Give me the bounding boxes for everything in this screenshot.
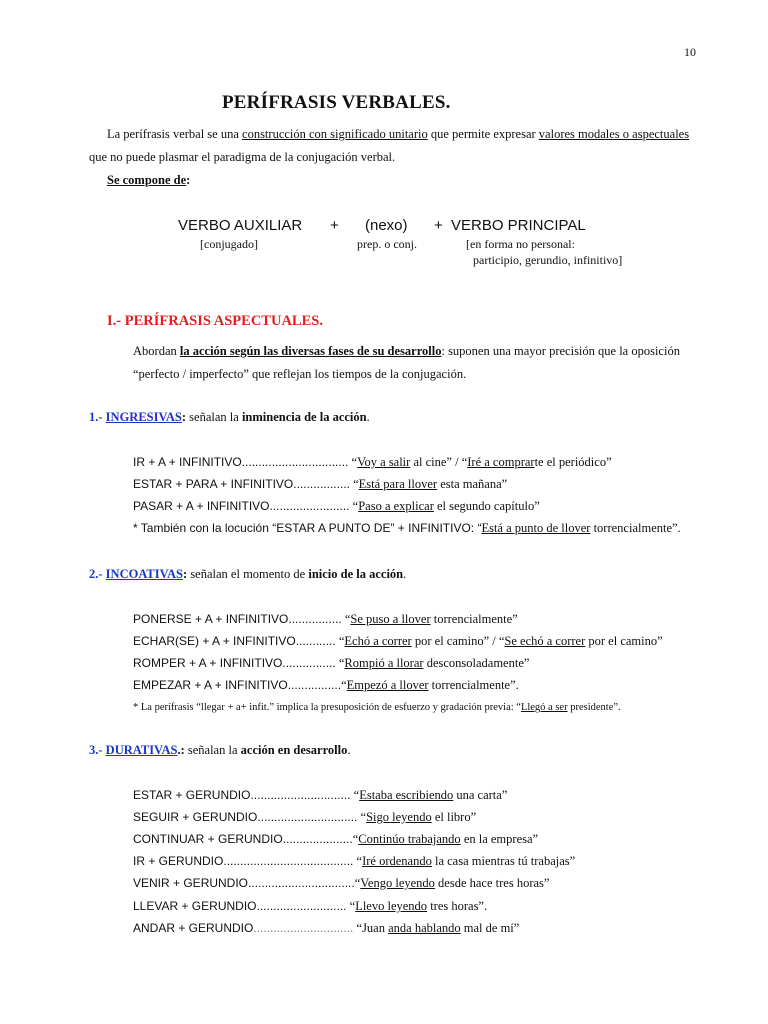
- dot-leader: ................................: [248, 876, 355, 890]
- example-text: “Juan: [353, 921, 389, 935]
- intro-text: que permite expresar: [427, 127, 539, 141]
- example-text: por el camino” / “: [411, 634, 505, 648]
- periphrasis-formula: VENIR + GERUNDIO: [133, 876, 249, 890]
- example-periphrasis: Llevo leyendo: [355, 899, 428, 913]
- page-number: 10: [684, 45, 696, 59]
- dot-leader: .....................: [282, 832, 353, 846]
- example-periphrasis: Echó a correr: [344, 634, 412, 648]
- durativas-row-1: [133, 788, 507, 803]
- dot-leader: ................: [287, 678, 342, 692]
- intro-line-2: que no puede plasmar el paradigma de la conjugación verbal.: [89, 150, 396, 164]
- intro-term-1: construcción con significado unitario: [242, 127, 428, 141]
- subsection-number: 2.-: [89, 567, 106, 581]
- section1-line-2: “perfecto / imperfecto” que reflejan los tiempos de la conjugación.: [133, 367, 467, 381]
- section1-text: : suponen una mayor precisión que la oposición: [441, 344, 680, 358]
- periphrasis-formula: ESTAR + PARA + INFINITIVO: [133, 477, 294, 491]
- compone-colon: :: [186, 173, 191, 187]
- subsection-ingresivas: [89, 410, 370, 425]
- periphrasis-formula: PONERSE + A + INFINITIVO: [133, 612, 289, 626]
- intro-text: La perífrasis verbal se una: [107, 127, 243, 141]
- intro-line-1: [107, 127, 689, 142]
- example-text: al cine” / “: [410, 455, 468, 469]
- example-text: “: [341, 612, 351, 626]
- subsection-desc: .: [347, 743, 351, 757]
- example-text: el libro”: [431, 810, 477, 824]
- subsection-incoativas: [89, 567, 406, 582]
- subsection-colon: :: [181, 410, 187, 424]
- example-text: “: [348, 455, 358, 469]
- compone-label: [107, 173, 190, 188]
- example-periphrasis: Paso a explicar: [358, 499, 434, 513]
- example-text: una carta”: [453, 788, 508, 802]
- example-text: “: [357, 810, 367, 824]
- example-text: “: [350, 788, 360, 802]
- incoativas-row-1: [133, 612, 518, 627]
- formula-nexo-note: prep. o conj.: [357, 237, 417, 251]
- example-periphrasis: Voy a salir: [357, 455, 411, 469]
- formula-nexo: (nexo): [365, 217, 408, 234]
- example-text: torrencialmente”.: [428, 678, 519, 692]
- example-periphrasis: Se puso a llover: [350, 612, 431, 626]
- compone-text: Se compone de: [107, 173, 187, 187]
- formula-principal-note-1: [en forma no personal:: [466, 237, 575, 251]
- dot-leader: ............: [295, 634, 336, 648]
- incoativas-note: [133, 702, 621, 713]
- dot-leader: ................: [282, 656, 336, 670]
- document-title: PERÍFRASIS VERBALES.: [222, 92, 451, 113]
- subsection-name: INGRESIVAS: [105, 410, 182, 424]
- example-text: “: [335, 634, 345, 648]
- dot-leader: .................: [293, 477, 350, 491]
- formula-plus-1: +: [330, 217, 339, 234]
- periphrasis-formula: SEGUIR + GERUNDIO: [133, 810, 258, 824]
- dot-leader: ................: [288, 612, 342, 626]
- note-text: * La perífrasis “llegar + a+ infit.” implica la presuposición de esfuerzo y gradación previa: “: [133, 702, 521, 713]
- formula-principal: VERBO PRINCIPAL: [451, 217, 586, 234]
- subsection-number: 3.-: [89, 743, 106, 757]
- example-text: “: [349, 477, 359, 491]
- ingresivas-row-3: [133, 499, 540, 514]
- example-text: la casa mientras tú trabajas”: [431, 854, 576, 868]
- example-text: esta mañana”: [437, 477, 508, 491]
- subsection-desc: .: [403, 567, 407, 581]
- periphrasis-formula: IR + A + INFINITIVO: [133, 455, 242, 469]
- example-periphrasis: Vengo leyendo: [360, 876, 435, 890]
- section-heading-aspectuales: I.- PERÍFRASIS ASPECTUALES.: [107, 313, 323, 329]
- example-periphrasis: Rompió a llorar: [344, 656, 424, 670]
- subsection-desc: señalan la: [186, 410, 242, 424]
- periphrasis-formula: CONTINUAR + GERUNDIO: [133, 832, 283, 846]
- formula-aux: VERBO AUXILIAR: [178, 217, 303, 234]
- example-text: “: [335, 656, 345, 670]
- dot-leader: .......................................: [223, 854, 354, 868]
- note-text: torrencialmente”.: [590, 521, 681, 535]
- note-text: presidente”.: [567, 702, 621, 713]
- durativas-row-6: [133, 899, 487, 914]
- section1-line-1: [133, 344, 680, 359]
- section1-term: la acción según las diversas fases de su desarrollo: [179, 344, 442, 358]
- example-periphrasis: Sigo leyendo: [366, 810, 432, 824]
- subsection-desc: .: [366, 410, 370, 424]
- example-text: “: [341, 678, 347, 692]
- section1-text: Abordan: [133, 344, 180, 358]
- example-periphrasis: Se echó a correr: [504, 634, 586, 648]
- periphrasis-formula: EMPEZAR + A + INFINITIVO: [133, 678, 288, 692]
- example-periphrasis: Iré ordenando: [362, 854, 432, 868]
- periphrasis-formula: LLEVAR + GERUNDIO: [133, 899, 257, 913]
- example-text: por el camino”: [585, 634, 663, 648]
- example-text: en la empresa”: [460, 832, 539, 846]
- durativas-row-3: [133, 832, 538, 847]
- note-example: Está a punto de llover: [481, 521, 591, 535]
- incoativas-row-4: [133, 678, 519, 693]
- example-text: tres horas”.: [427, 899, 488, 913]
- example-text: desconsoladamente”: [423, 656, 530, 670]
- periphrasis-formula: ESTAR + GERUNDIO: [133, 788, 251, 802]
- durativas-row-5: [133, 876, 549, 891]
- note-text: * También con la locución “ESTAR A PUNTO DE” + INFINITIVO: “: [133, 521, 482, 535]
- dot-leader: ........................: [269, 499, 350, 513]
- example-text: desde hace tres horas”: [434, 876, 550, 890]
- periphrasis-formula: ROMPER + A + INFINITIVO: [133, 656, 283, 670]
- example-text: “: [352, 832, 359, 846]
- example-periphrasis: Está para llover: [358, 477, 438, 491]
- example-periphrasis: anda hablando: [388, 921, 461, 935]
- periphrasis-formula: ECHAR(SE) + A + INFINITIVO: [133, 634, 296, 648]
- formula-plus-2: +: [434, 217, 443, 234]
- subsection-colon: :: [183, 567, 188, 581]
- example-text: “: [354, 876, 361, 890]
- durativas-row-7: [133, 921, 519, 936]
- dot-leader: ..............................: [257, 810, 358, 824]
- durativas-row-2: [133, 810, 476, 825]
- dot-leader: ..............................: [253, 921, 354, 935]
- incoativas-row-2: [133, 634, 663, 649]
- periphrasis-formula: ANDAR + GERUNDIO: [133, 921, 254, 935]
- dot-leader: ...........................: [256, 899, 347, 913]
- formula-principal-note-2: participio, gerundio, infinitivo]: [473, 253, 623, 267]
- periphrasis-formula: IR + GERUNDIO: [133, 854, 224, 868]
- periphrasis-formula: PASAR + A + INFINITIVO: [133, 499, 270, 513]
- subsection-desc: señalan la: [184, 743, 241, 757]
- example-text: “: [346, 899, 356, 913]
- subsection-colon: .:: [177, 743, 185, 757]
- intro-term-2: valores modales o aspectuales: [538, 127, 690, 141]
- example-text: te el periódico”: [534, 455, 612, 469]
- example-periphrasis: Iré a comprar: [467, 455, 535, 469]
- dot-leader: ..............................: [250, 788, 351, 802]
- ingresivas-row-2: [133, 477, 507, 492]
- example-text: torrencialmente”: [430, 612, 518, 626]
- note-example: Llegó a ser: [520, 702, 568, 713]
- subsection-name: INCOATIVAS: [105, 567, 184, 581]
- dot-leader: ................................: [241, 455, 349, 469]
- example-text: mal de mí”: [460, 921, 520, 935]
- subsection-desc-bold: inicio de la acción: [308, 567, 404, 581]
- subsection-durativas: [89, 743, 350, 758]
- subsection-desc-bold: inminencia de la acción: [241, 410, 367, 424]
- example-periphrasis: Estaba escribiendo: [359, 788, 454, 802]
- subsection-desc-bold: acción en desarrollo: [240, 743, 348, 757]
- example-text: “: [353, 854, 363, 868]
- example-periphrasis: Continúo trabajando: [358, 832, 461, 846]
- incoativas-row-3: [133, 656, 529, 671]
- durativas-row-4: [133, 854, 575, 869]
- example-text: el segundo capítulo”: [433, 499, 540, 513]
- formula-aux-note: [conjugado]: [200, 237, 258, 251]
- subsection-desc: señalan el momento de: [187, 567, 309, 581]
- subsection-name: DURATIVAS: [105, 743, 178, 757]
- ingresivas-row-1: [133, 455, 612, 470]
- subsection-number: 1.-: [89, 410, 106, 424]
- example-text: “: [349, 499, 359, 513]
- ingresivas-note: [133, 521, 681, 536]
- example-periphrasis: Empezó a llover: [346, 678, 429, 692]
